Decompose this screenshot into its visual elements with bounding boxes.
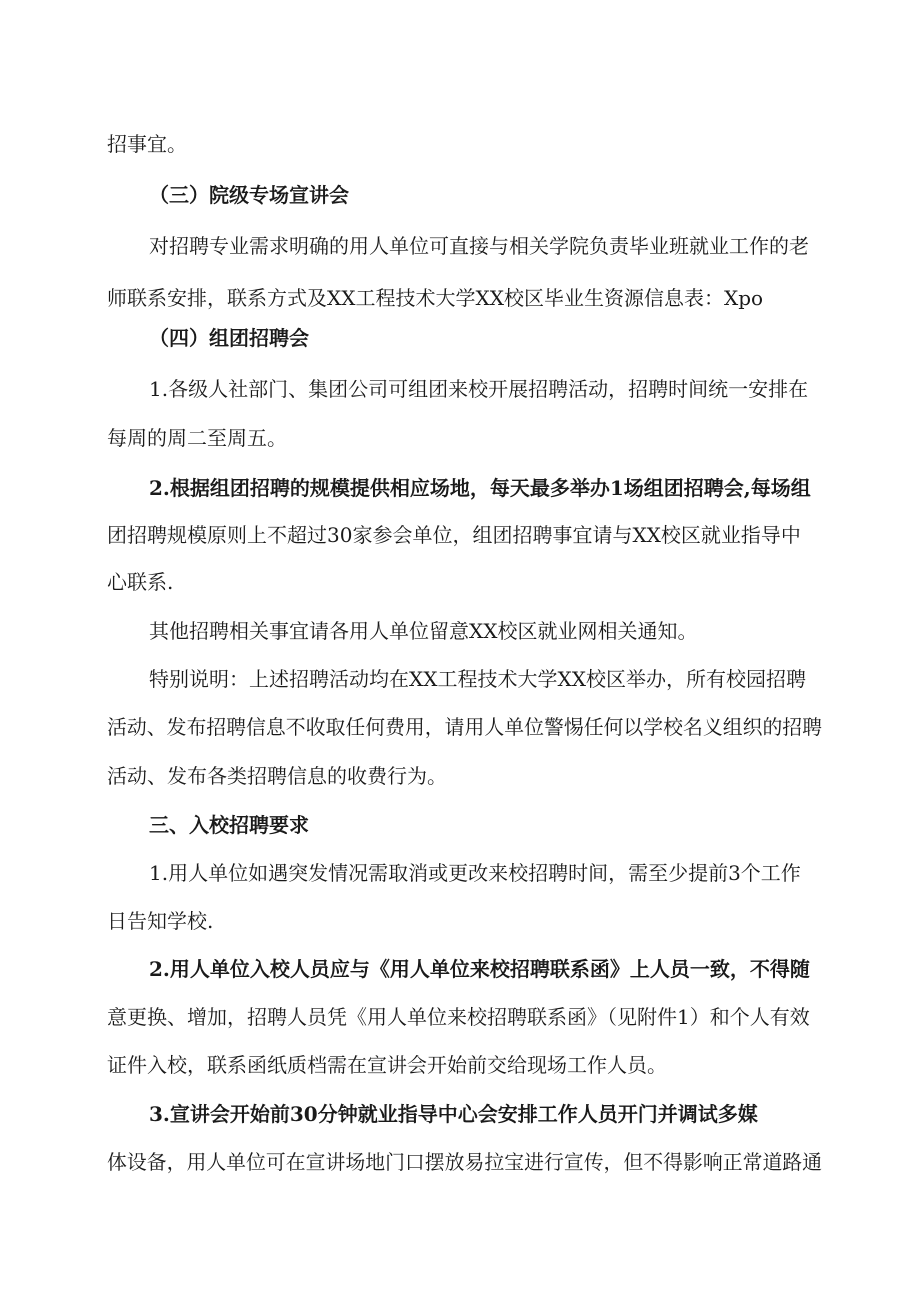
paragraph-line: 1.用人单位如遇突发情况需取消或更改来校招聘时间，需至少提前3个工作 [149,861,801,885]
section-heading: 三、入校招聘要求 [149,813,309,837]
paragraph-line: 2.用人单位入校人员应与《用人单位来校招聘联系函》上人员一致，不得随 [149,957,810,981]
paragraph-line: 3.宣讲会开始前30分钟就业指导中心会安排工作人员开门并调试多媒 [149,1102,758,1126]
paragraph-line: 日告知学校. [107,909,214,933]
paragraph-line: 1.各级人社部门、集团公司可组团来校开展招聘活动，招聘时间统一安排在 [149,377,809,401]
paragraph-line: 特别说明：上述招聘活动均在XX工程技术大学XX校区举办，所有校园招聘 [149,667,806,691]
paragraph-line: 招事宜。 [107,132,187,156]
paragraph-line: 意更换、增加，招聘人员凭《用人单位来校招聘联系函》（见附件1）和个人有效 [107,1005,810,1029]
paragraph-line: 体设备，用人单位可在宣讲场地门口摆放易拉宝进行宣传，但不得影响正常道路通 [107,1150,823,1174]
section-heading: （三）院级专场宣讲会 [149,183,349,207]
paragraph-line: 心联系. [107,570,174,594]
paragraph-line: 其他招聘相关事宜请各用人单位留意XX校区就业网相关通知。 [149,619,698,643]
paragraph-line: 师联系安排，联系方式及XX工程技术大学XX校区毕业生资源信息表：Xpo [107,286,764,310]
paragraph-line: 对招聘专业需求明确的用人单位可直接与相关学院负责毕业班就业工作的老 [149,234,809,258]
paragraph-line: 活动、发布各类招聘信息的收费行为。 [107,764,447,788]
paragraph-line: 证件入校，联系函纸质档需在宣讲会开始前交给现场工作人员。 [107,1053,667,1077]
section-heading: （四）组团招聘会 [149,326,309,350]
paragraph-line: 每周的周二至周五。 [107,426,287,450]
paragraph-line: 活动、发布招聘信息不收取任何费用，请用人单位警惕任何以学校名义组织的招聘 [107,715,823,739]
paragraph-line: 团招聘规模原则上不超过30家参会单位，组团招聘事宜请与XX校区就业指导中 [107,523,801,547]
paragraph-line: 2.根据组团招聘的规模提供相应场地，每天最多举办1场组团招聘会,每场组 [149,476,811,500]
